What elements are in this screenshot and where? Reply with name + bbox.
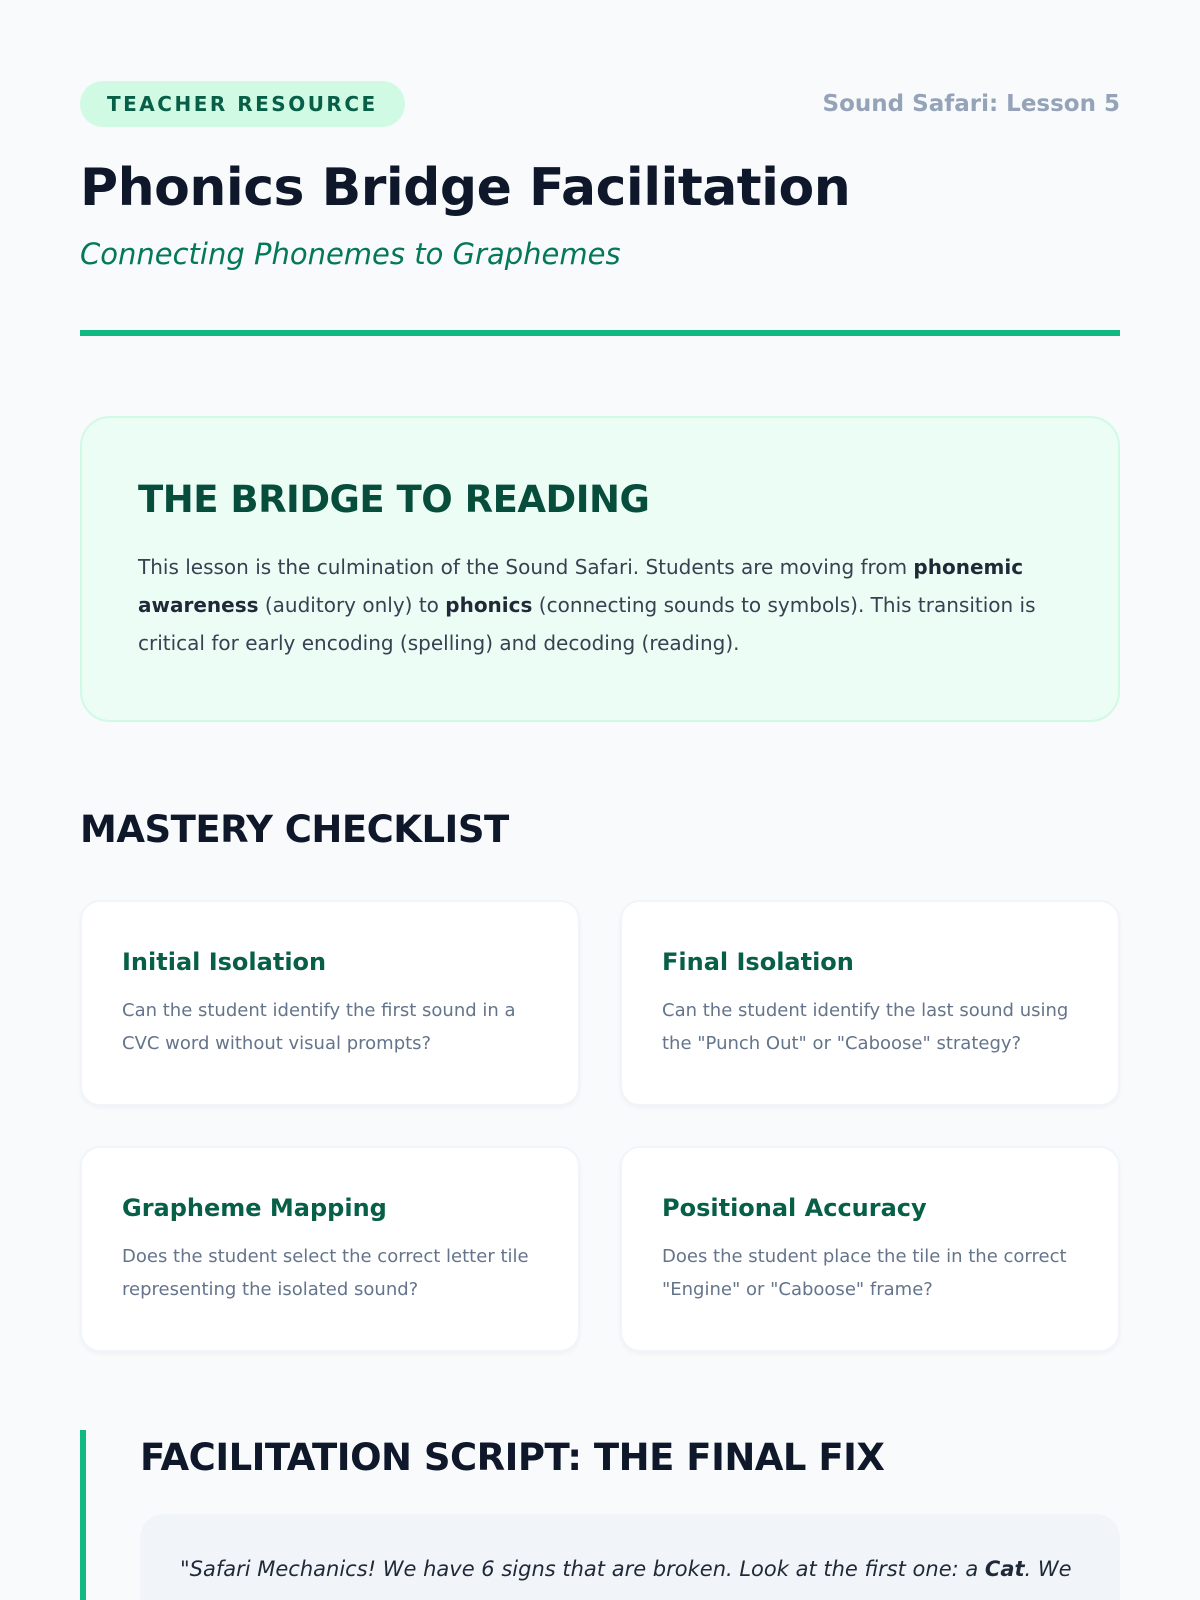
script-quote — [180, 1548, 1080, 1590]
page-title: Phonics Bridge Facilitation — [80, 158, 851, 218]
page-subtitle: Connecting Phonemes to Graphemes — [80, 237, 621, 271]
checklist-card-text: Does the student select the correct letter tile representing the isolated sound? — [122, 1246, 529, 1300]
checklist-card — [620, 1146, 1120, 1352]
bridge-callout — [80, 416, 1120, 722]
script-quote-box — [140, 1514, 1120, 1600]
bridge-bold-term: phonemic awareness — [138, 555, 1024, 617]
checklist-card-text: Can the student identify the first sound in a CVC word without visual prompts? — [122, 1000, 516, 1054]
header-top-row — [80, 80, 1120, 128]
checklist-card-title: Final Isolation — [662, 948, 854, 976]
checklist-card-title: Positional Accuracy — [662, 1194, 927, 1222]
checklist-card-title: Grapheme Mapping — [122, 1194, 387, 1222]
teacher-resource-badge: TEACHER RESOURCE — [80, 81, 405, 127]
script-quote-bold: Cat — [984, 1557, 1025, 1581]
checklist-card — [80, 1146, 580, 1352]
lesson-label: Sound Safari: Lesson 5 — [822, 91, 1120, 117]
bridge-heading: THE BRIDGE TO READING — [138, 478, 650, 521]
checklist-card-title: Initial Isolation — [122, 948, 327, 976]
script-quote-part: . We — [1024, 1557, 1072, 1581]
bridge-bold-term: phonics — [445, 593, 533, 617]
checklist-grid — [80, 900, 1120, 1352]
header-divider — [80, 330, 1120, 336]
facilitation-script-section — [80, 1430, 1120, 1600]
bridge-text-part: (connecting sounds to symbols). This transition is critical for early encoding (spelling) and decoding (reading). — [138, 593, 1036, 655]
bridge-text-part: This lesson is the culmination of the Sound Safari. Students are moving from — [138, 555, 914, 579]
bridge-text-part: (auditory only) to — [258, 593, 446, 617]
checklist-card-text: Can the student identify the last sound using the "Punch Out" or "Caboose" strategy? — [662, 1000, 1069, 1054]
checklist-card-text: Does the student place the tile in the correct "Engine" or "Caboose" frame? — [662, 1246, 1067, 1300]
checklist-heading: MASTERY CHECKLIST — [80, 808, 509, 851]
script-heading: FACILITATION SCRIPT: THE FINAL FIX — [140, 1436, 885, 1479]
script-quote-part: "Safari Mechanics! We have 6 signs that are broken. Look at the first one: a — [180, 1557, 985, 1581]
checklist-card — [620, 900, 1120, 1106]
bridge-paragraph — [138, 548, 1062, 662]
checklist-card — [80, 900, 580, 1106]
